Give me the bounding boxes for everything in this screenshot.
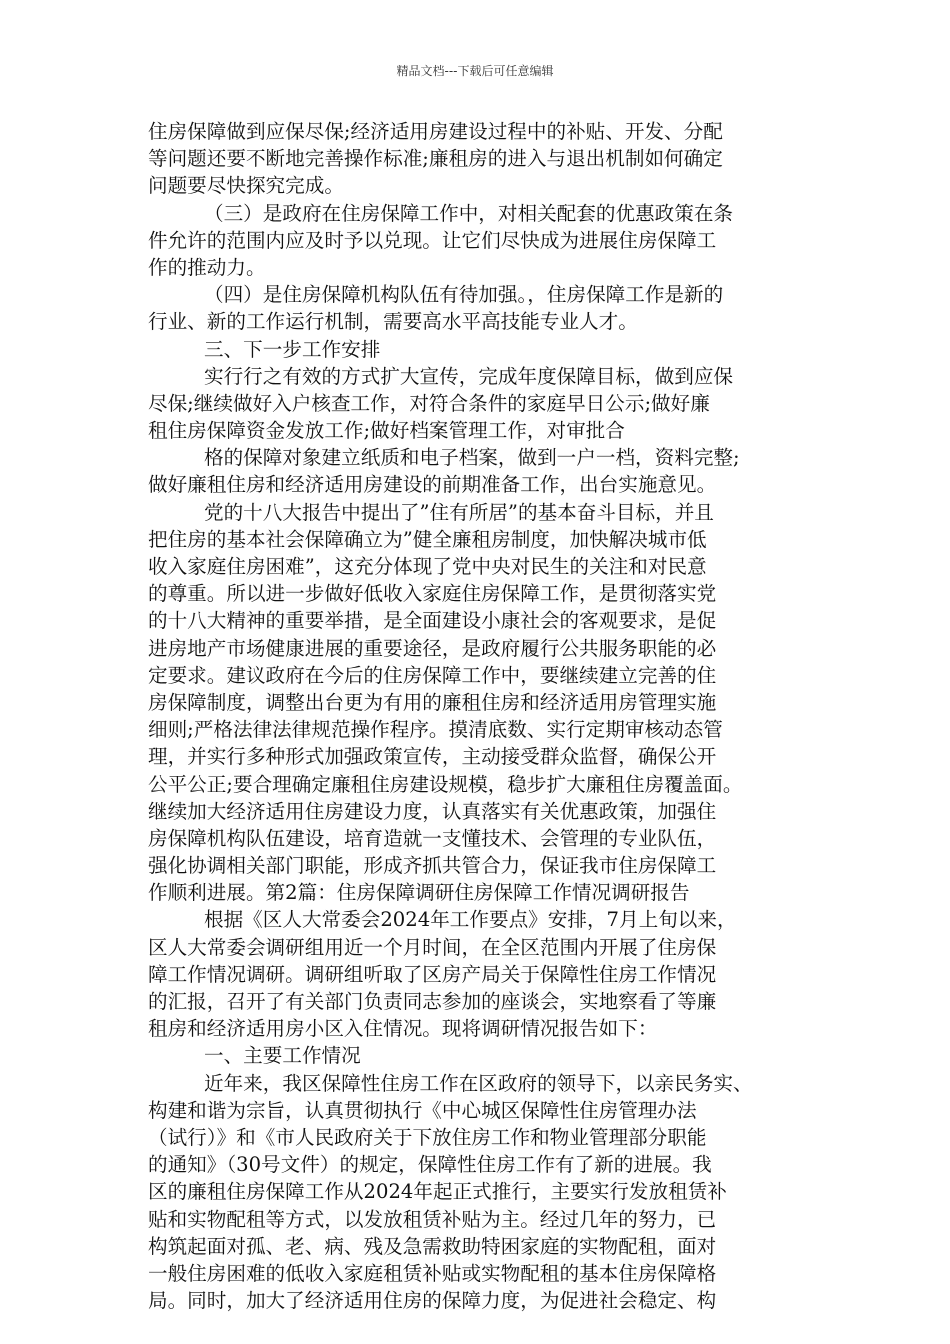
text-line: 作的推动力。 [148,255,266,279]
text-line: 构筑起面对孤、老、病、残及急需救助特困家庭的实物配租，面对 [148,1234,717,1258]
text-line: 一般住房困难的低收入家庭租赁补贴或实物配租的基本住房保障格 [148,1261,717,1285]
text-line: （三）是政府在住房保障工作中，对相关配套的优惠政策在条 [204,201,734,225]
text-line: 党的十八大报告中提出了”住有所居”的基本奋斗目标，并且 [204,500,714,524]
document-body [148,118,818,1314]
text-line: 收入家庭住房困难”，这充分体现了党中央对民生的关注和对民意 [148,555,707,578]
text-line: 区人大常委会调研组用近一个月时间，在全区范围内开展了住房保 [148,935,717,959]
text-line: 理，并实行多种形式加强政策宣传，主动接受群众监督，确保公开 [148,745,717,769]
text-line: 的尊重。所以进一步做好低收入家庭住房保障工作，是贯彻落实党 [148,582,717,606]
text-line: 住房保障做到应保尽保;经济适用房建设过程中的补贴、开发、分配 [148,120,723,143]
text-line: 等问题还要不断地完善操作标准;廉租房的进入与退出机制如何确定 [148,147,723,171]
text-line: 近年来，我区保障性住房工作在区政府的领导下，以亲民务实、 [204,1071,753,1095]
text-line: 构建和谐为宗旨，认真贯彻执行《中心城区保障性住房管理办法 [148,1098,697,1122]
text-line: 的通知》（30号文件）的规定，保障性住房工作有了新的进展。我 [148,1153,712,1177]
text-line: 房保障机构队伍建设，培育造就一支懂技术、会管理的专业队伍， [148,826,717,850]
text-line: 租住房保障资金发放工作;做好档案管理工作，对审批合 [148,419,625,443]
text-line: 问题要尽快探究完成。 [148,174,344,198]
text-line: 三、下一步工作安排 [204,337,381,361]
text-line: 的汇报，召开了有关部门负责同志参加的座谈会，实地察看了等廉 [148,990,717,1013]
text-line: 贴和实物配租等方式，以发放租赁补贴为主。经过几年的努力，已 [148,1207,717,1231]
text-line: （试行）》和《市人民政府关于下放住房工作和物业管理部分职能 [148,1125,707,1149]
page-header: 精品文档---下载后可任意编辑 [396,64,554,78]
text-line: 根据《区人大常委会2024年工作要点》安排，7月上旬以来， [204,908,737,932]
text-line: 公平公正;要合理确定廉租住房建设规模，稳步扩大廉租住房覆盖面。 [148,772,743,796]
text-line: 格的保障对象建立纸质和电子档案，做到一户一档，资料完整; [204,446,740,470]
text-line: 强化协调相关部门职能，形成齐抓共管合力，保证我市住房保障工 [148,854,717,878]
text-line: 继续加大经济适用住房建设力度，认真落实有关优惠政策，加强住 [148,799,717,823]
text-line: 行业、新的工作运行机制，需要高水平高技能专业人才。 [148,310,638,334]
text-line: 把住房的基本社会保障确立为”健全廉租房制度，加快解决城市低 [148,527,707,551]
text-line: 做好廉租住房和经济适用房建设的前期准备工作，出台实施意见。 [148,473,717,497]
text-line: 件允许的范围内应及时予以兑现。让它们尽快成为进展住房保障工 [148,228,717,252]
text-line: （四）是住房保障机构队伍有待加强。，住房保障工作是新的 [204,283,724,307]
text-line: 障工作情况调研。调研组听取了区房产局关于保障性住房工作情况 [148,962,717,986]
text-line: 尽保;继续做好入户核查工作，对符合条件的家庭早日公示;做好廉 [148,391,710,415]
text-line: 实行行之有效的方式扩大宣传，完成年度保障目标，做到应保 [204,364,734,388]
text-line: 进房地产市场健康进展的重要途径，是政府履行公共服务职能的必 [148,636,717,660]
text-line: 的十八大精神的重要举措，是全面建设小康社会的客观要求，是促 [148,609,717,633]
text-line: 区的廉租住房保障工作从2024年起正式推行，主要实行发放租赁补 [148,1180,727,1204]
text-line: 一、主要工作情况 [204,1044,361,1068]
text-line: 局。同时，加大了经济适用住房的保障力度，为促进社会稳定、构 [148,1289,717,1313]
text-line: 房保障制度，调整出台更为有用的廉租住房和经济适用房管理实施 [148,690,717,714]
text-line: 租房和经济适用房小区入住情况。现将调研情况报告如下： [148,1017,658,1041]
text-line: 作顺利进展。第2篇：住房保障调研住房保障工作情况调研报告 [148,881,690,905]
text-line: 定要求。建议政府在今后的住房保障工作中，要继续建立完善的住 [148,663,717,687]
text-line: 细则;严格法律法律规范操作程序。摸清底数、实行定期审核动态管 [148,718,723,742]
